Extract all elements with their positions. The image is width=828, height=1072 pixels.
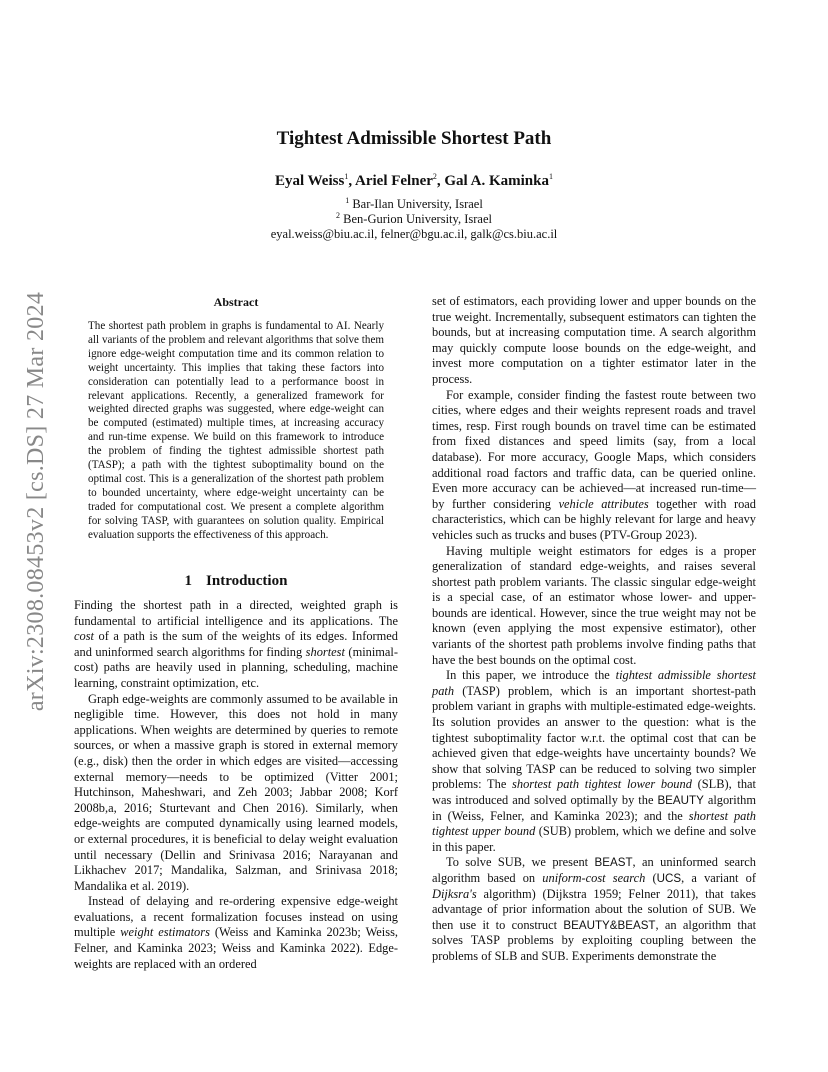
text-run: To solve SUB, we present: [446, 855, 595, 870]
text-run: (SLB), that was introduced and solved optimally by the: [432, 777, 756, 807]
text-run: Instead of delaying and re-ordering expensive edge-weight evaluations, a recent formalization focuses instead on using multiple: [74, 894, 398, 940]
affiliation-mark: 1: [345, 195, 350, 205]
emphasis-text: tightest admissible shortest path: [432, 668, 756, 698]
paragraph: [432, 668, 756, 855]
text-run: (: [645, 870, 657, 885]
text-run: , a variant of: [681, 870, 756, 885]
emphasis-text: Dijksra's: [432, 886, 477, 901]
abstract-body: The shortest path problem in graphs is fundamental to AI. Nearly all variants of the problem and relevant algorithms that solve them ignore edge-weight computation time and its common relation to weight uncertainty. This implies that taking these factors into consideration can potentially lead to a performance boost in relevant applications. Recently, a generalized framework for weighted directed graphs was suggested, where edge-weight can be computed (estimated) multiple times, at increasing accuracy and run-time expense. We build on this framework to introduce the problem of finding the tightest admissible shortest path (TASP); a path with the tightest suboptimality bound on the optimal cost. This is a generalization of the shortest path problem to bounded uncertainty, where edge-weight uncertainty can be traded for computational cost. We present a complete algorithm for solving TASP, with guarantees on solution quality. Empirical evaluation supports the effectiveness of this approach.: [88, 320, 384, 541]
text-run: of a path is the sum of the weights of its edges. Informed and uninformed search algorithms for finding: [74, 629, 398, 659]
arxiv-identifier-text: arXiv:2308.08453v2 [cs.DS] 27 Mar 2024: [23, 291, 50, 711]
affiliation-mark: 2: [336, 210, 341, 220]
arxiv-identifier-stamp: [22, 282, 52, 720]
emphasis-text: shortest path tightest lower bound: [512, 777, 692, 792]
algorithm-name: BEAUTY: [657, 794, 704, 807]
author-list: [0, 173, 828, 190]
author-affiliation-mark: 1: [344, 172, 349, 181]
paper-title: Tightest Admissible Shortest Path: [276, 128, 552, 149]
affiliation-line: [0, 197, 828, 212]
algorithm-name: UCS: [656, 871, 682, 885]
text-run: In this paper, we introduce the: [446, 668, 616, 683]
affiliation-text: Bar-Ilan University, Israel: [352, 197, 483, 211]
section-number: 1: [184, 573, 193, 589]
paragraph: [74, 598, 398, 692]
affiliation-line: [0, 212, 828, 227]
paragraph: [74, 894, 398, 972]
author-affiliation-mark: 1: [549, 172, 553, 181]
text-run: (minimal-cost) paths are heavily used in planning, scheduling, machine learning, constraint optimization, etc.: [74, 644, 398, 690]
emphasis-text: cost: [74, 629, 94, 644]
text-run: (SUB) problem, which we define and solve in this paper.: [432, 824, 756, 854]
paragraph: [432, 855, 756, 964]
text-run: , an uninformed search algorithm based on: [432, 855, 756, 885]
abstract-heading: Abstract: [213, 295, 259, 309]
author-affiliation-mark: 2: [432, 172, 437, 181]
emphasis-text: shortest path tightest upper bound: [432, 808, 756, 839]
author-name: Gal A. Kaminka: [444, 173, 549, 189]
author-name: Eyal Weiss: [274, 173, 345, 189]
author-name: Ariel Felner: [355, 173, 433, 189]
text-run: algorithm in (Weiss, Felner, and Kaminka 2023); and the: [432, 793, 756, 823]
text-run: Finding the shortest path in a directed, weighted graph is fundamental to artificial intelligence and its applications. The: [74, 598, 398, 628]
left-column-body: [74, 598, 398, 972]
section-heading: [74, 573, 398, 590]
text-run: Graph edge-weights are commonly assumed to be available in negligible time. However, this does not hold in many applications. When weights are determined by queries to remote sources, or when a massive graph is stored in external memory (e.g., disk) then the order in which edges are visited—accessing external memory—needs to be optimized (Vitter 2001; Hutchinson, Maheshwari, and Zeh 2003; Jabbar 2008; Korf 2008b,a, 2016; Sturtevant and Chen 2016). Similarly, when edge-weights are computed dynamically using learned models, or external procedures, it is beneficial to delay weight evaluation until necessary (Dellin and Srinivasa 2016; Narayanan and Likhachev 2017; Mandalika, Salzman, and Srinivasa 2018; Mandalika et al. 2019).: [74, 691, 398, 893]
author-emails: eyal.weiss@biu.ac.il, felner@bgu.ac.il, galk@cs.biu.ac.il: [270, 227, 558, 241]
text-run: algorithm) (Dijkstra 1959; Felner 2011), that takes advantage of prior information about the solution of SUB. We then use it to construct: [432, 886, 756, 932]
algorithm-name: BEAUTY&BEAST: [563, 918, 656, 932]
paragraph: [432, 388, 756, 544]
right-column-body: [432, 294, 756, 965]
paragraph: [74, 692, 398, 895]
paragraph: [432, 294, 756, 388]
text-run: (Weiss and Kaminka 2023b; Weiss, Felner, and Kaminka 2023; Weiss and Kaminka 2022). Edge-weights are replaced with an ordered: [74, 925, 398, 971]
text-run: , an algorithm that solves TASP problems by exploiting coupling between the problems of SLB and SUB. Experiments demonstrate the: [432, 917, 757, 963]
paragraph: [432, 544, 756, 669]
emphasis-text: vehicle attributes: [558, 496, 649, 511]
text-run: set of estimators, each providing lower and upper bounds on the true weight. Incrementally, subsequent estimators can tighten the bounds, but at increasing computation time. A search algorithm may quickly compute loose bounds on the edge-weight, and invest more computation on a tighter estimator later in the process.: [432, 294, 756, 386]
text-run: together with road characteristics, which can be highly relevant for large and heavy vehicles such as trucks and buses (PTV-Group 2023).: [432, 496, 756, 542]
emphasis-text: shortest: [305, 644, 345, 659]
algorithm-name: BEAST: [594, 856, 633, 870]
text-run: (TASP) problem, which is an important shortest-path problem variant in graphs with multiple-estimated edge-weights. Its solution provides an answer to the question: what is the tightest suboptimality factor w.r.t. the optimal cost that can be achieved given that edge-weights have uncertainty bounds? We show that solving TASP can be reduced to solving two simpler problems: The: [432, 683, 756, 792]
emphasis-text: uniform-cost search: [542, 870, 646, 885]
author-separator: ,: [436, 173, 445, 189]
section-title: Introduction: [206, 573, 288, 589]
text-run: Having multiple weight estimators for edges is a proper generalization of standard edge-weights, and raises several shortest path problem variants. The classic singular edge-weight is a special case, of an estimator whose lower- and upper- bounds are identical. However, since the true weight may not be known (even applying the most expensive estimator), other variants of the shortest path problems involve finding paths that have the best bounds on the optimal cost.: [432, 543, 756, 667]
emphasis-text: weight estimators: [120, 925, 210, 940]
author-separator: ,: [348, 173, 355, 189]
text-run: For example, consider finding the fastest route between two cities, where edges and their weights represent roads and travel times, resp. First rough bounds on travel time can be estimated from fixed distances and speed limits (say, from a local database). For more accuracy, Google Maps, which considers additional road factors and traffic data, can be queried online. Even more accuracy can be achieved—at increased run-time—by further considering: [432, 387, 756, 511]
affiliation-text: Ben-Gurion University, Israel: [343, 212, 492, 226]
